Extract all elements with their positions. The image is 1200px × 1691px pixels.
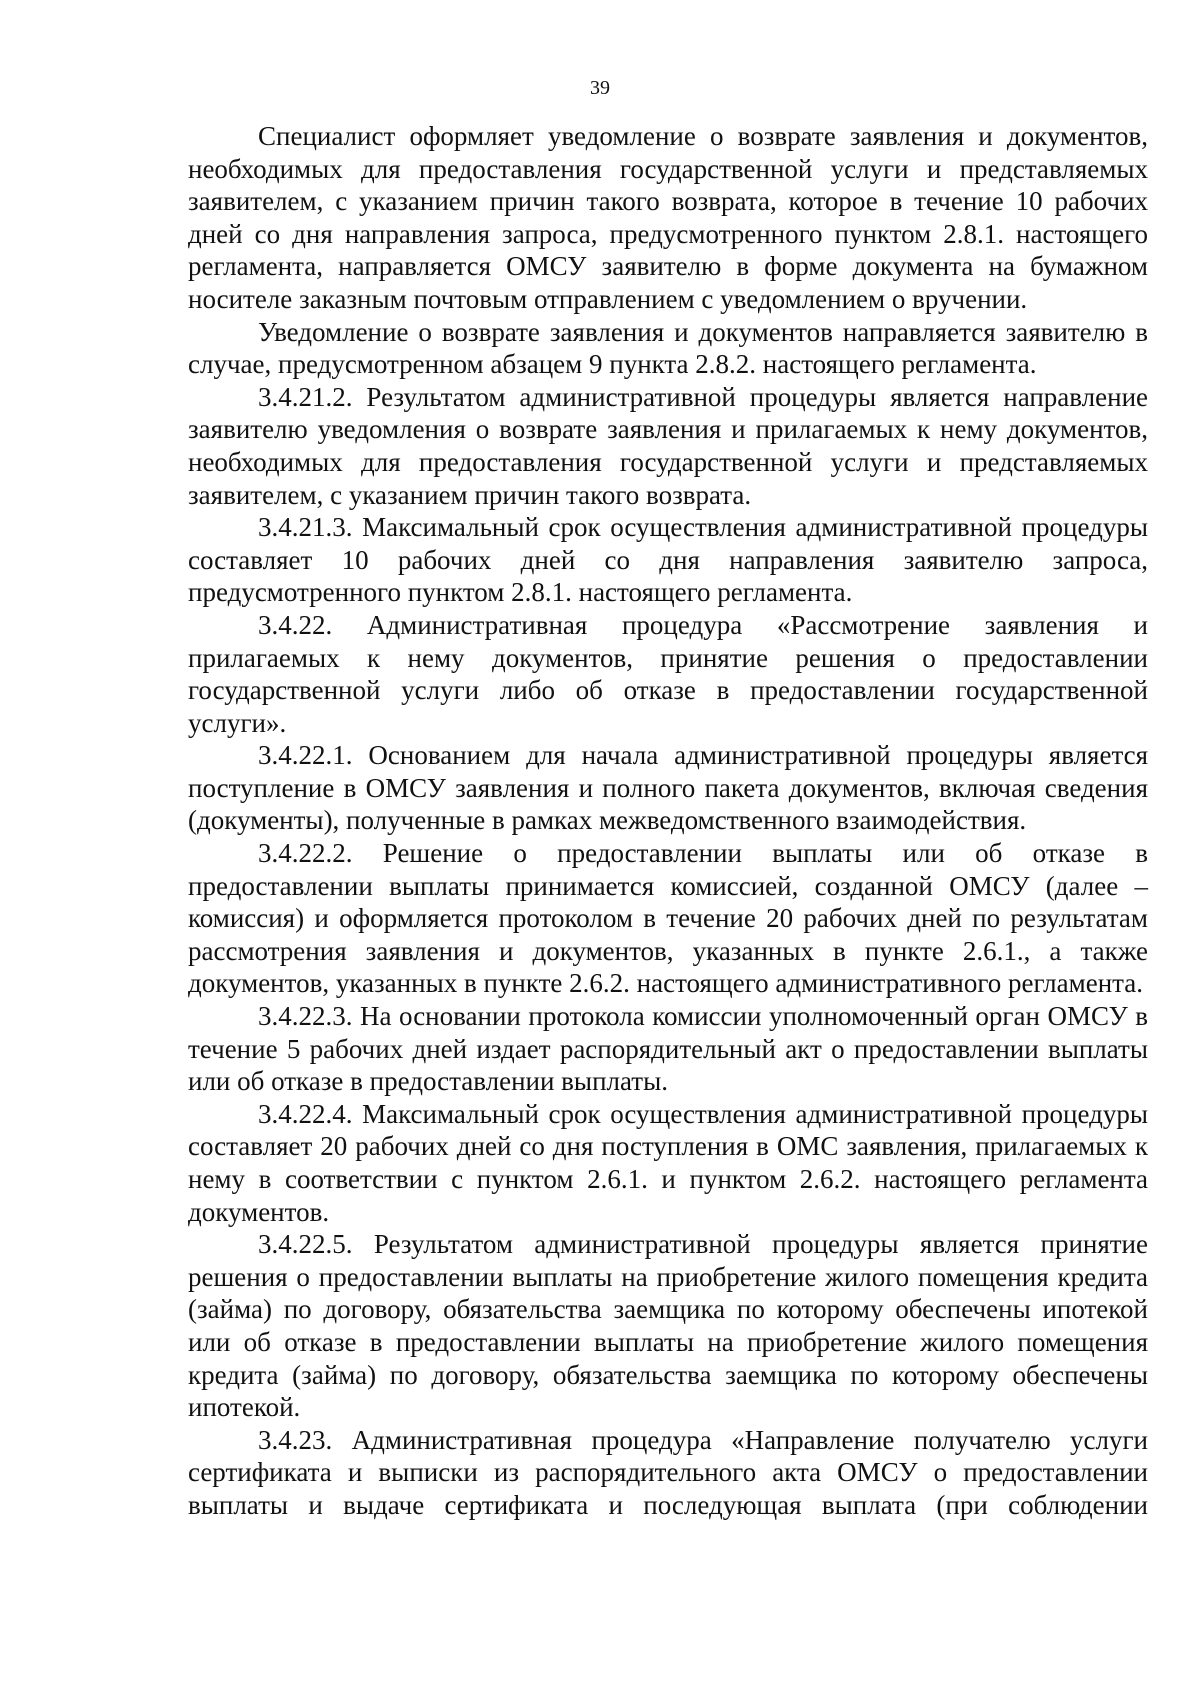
paragraph-return-notice: Специалист оформляет уведомление о возврате заявления и документов, необходимых для предоставления государственной услуги и представляемых заявителем, с указанием причин такого возврата, которое в течение 10 рабочих дней со дня направления запроса, предусмотренного пунктом 2.8.1. настоящего регламента, направляется ОМСУ заявителю в форме документа на бумажном носителе заказным почтовым отправлением с уведомлением о вручении. xyxy=(188,121,1148,314)
page-number: 39 xyxy=(590,77,610,99)
paragraph-3-4-21-2: 3.4.21.2. Результатом административной процедуры является направление заявителю уведомления о возврате заявления и прилагаемых к нему документов, необходимых для предоставления государственной услуги и представляемых заявителем, с указанием причин такого возврата. xyxy=(188,381,1148,510)
paragraph-3-4-22-1: 3.4.22.1. Основанием для начала административной процедуры является поступление в ОМСУ заявления и полного пакета документов, включая сведения (документы), полученные в рамках межведомственного взаимодействия. xyxy=(188,740,1148,836)
paragraph-3-4-22-3: 3.4.22.3. На основании протокола комиссии уполномоченный орган ОМСУ в течение 5 рабочих дней издает распорядительный акт о предоставлении выплаты или об отказе в предоставлении выплаты. xyxy=(188,1001,1148,1097)
paragraph-3-4-22-2: 3.4.22.2. Решение о предоставлении выплаты или об отказе в предоставлении выплаты принимается комиссией, созданной ОМСУ (далее – комиссия) и оформляется протоколом в течение 20 рабочих дней по результатам рассмотрения заявления и документов, указанных в пункте 2.6.1., а также документов, указанных в пункте 2.6.2. настоящего административного регламента. xyxy=(188,838,1148,999)
paragraph-3-4-21-3: 3.4.21.3. Максимальный срок осуществления административной процедуры составляет 10 рабочих дней со дня направления заявителю запроса, предусмотренного пунктом 2.8.1. настоящего регламента. xyxy=(188,512,1148,608)
paragraph-3-4-22: 3.4.22. Административная процедура «Рассмотрение заявления и прилагаемых к нему документов, принятие решения о предоставлении государственной услуги либо об отказе в предоставлении государственной услуги». xyxy=(188,609,1148,738)
document-body xyxy=(188,120,1148,1522)
paragraph-3-4-23: 3.4.23. Административная процедура «Направление получателю услуги сертификата и выписки из распорядительного акта ОМСУ о предоставлении выплаты и выдаче сертификата и последующая выплата (при соблюдении xyxy=(188,1424,1148,1520)
paragraph-3-4-22-5: 3.4.22.5. Результатом административной процедуры является принятие решения о предоставлении выплаты на приобретение жилого помещения кредита (займа) по договору, обязательства заемщика по которому обеспечены ипотекой или об отказе в предоставлении выплаты на приобретение жилого помещения кредита (займа) по договору, обязательства заемщика по которому обеспечены ипотекой. xyxy=(188,1229,1148,1423)
paragraph-notice-case: Уведомление о возврате заявления и документов направляется заявителю в случае, предусмотренном абзацем 9 пункта 2.8.2. настоящего регламента. xyxy=(188,316,1148,380)
paragraph-3-4-22-4: 3.4.22.4. Максимальный срок осуществления административной процедуры составляет 20 рабочих дней со дня поступления в ОМС заявления, прилагаемых к нему в соответствии с пунктом 2.6.1. и пунктом 2.6.2. настоящего регламента документов. xyxy=(188,1098,1148,1227)
